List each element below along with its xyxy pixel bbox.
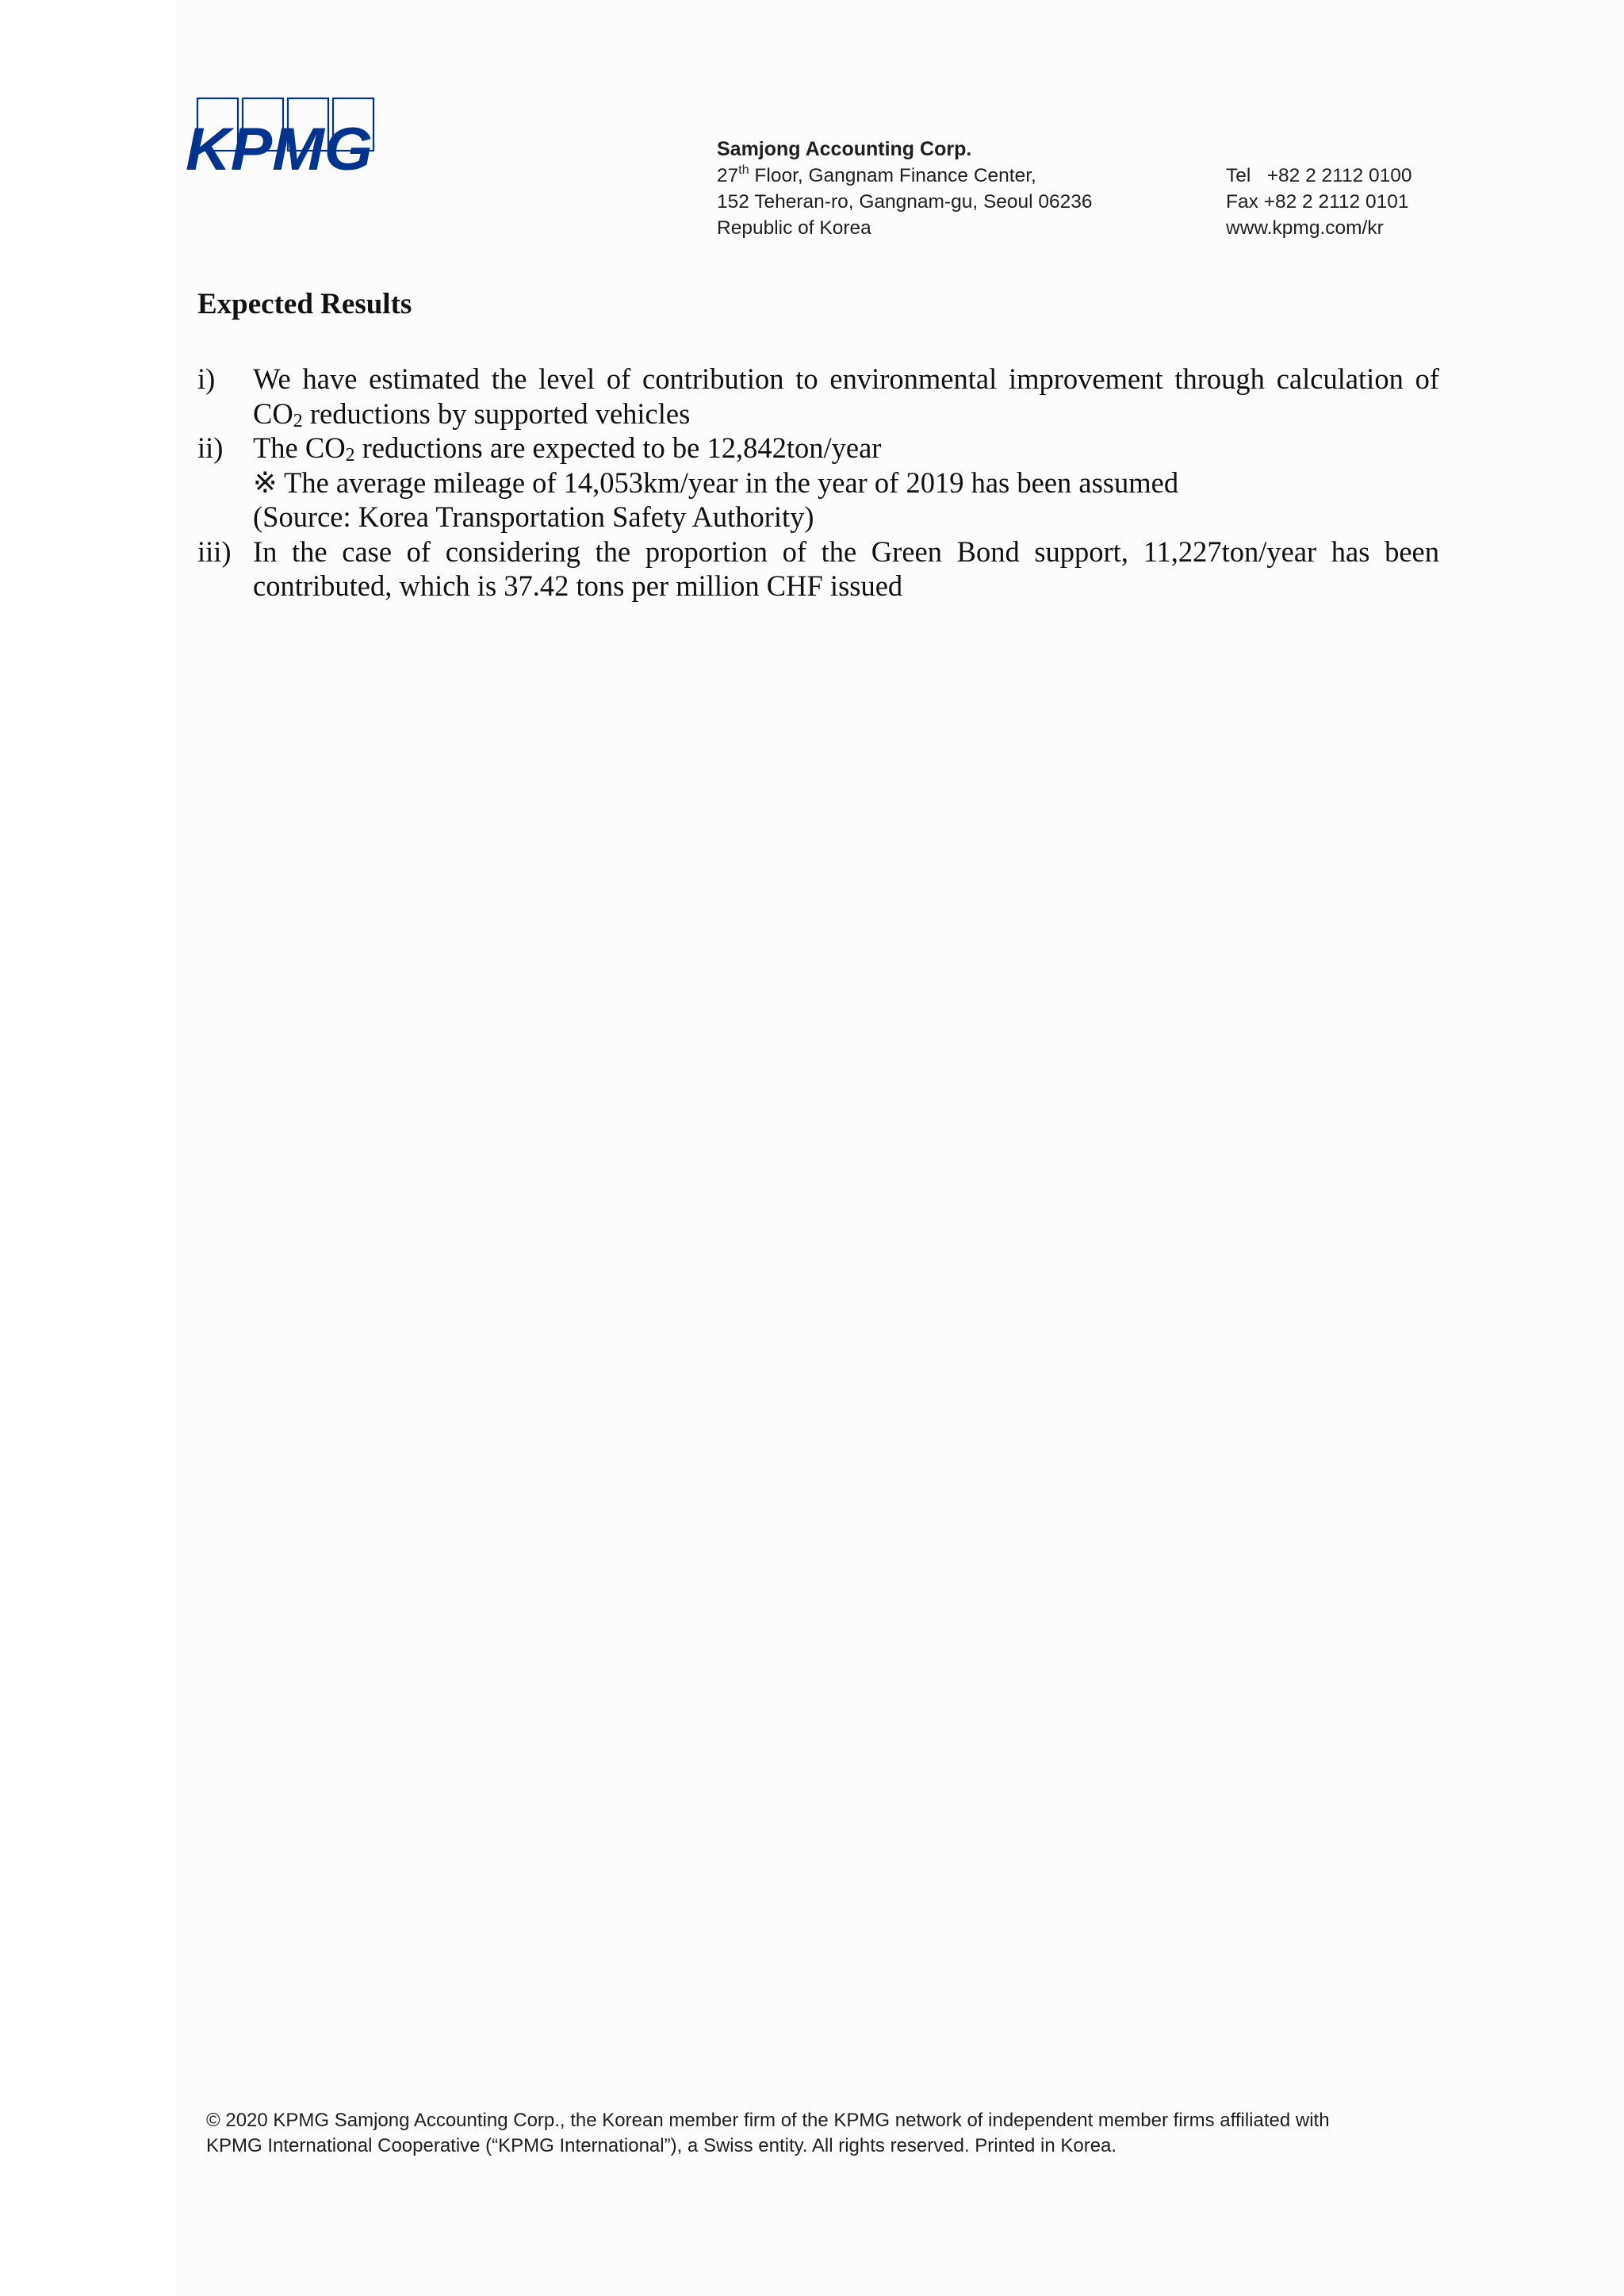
list-item [197,535,1439,604]
address-line-2: 152 Teheran-ro, Gangnam-gu, Seoul 06236 [717,191,1093,213]
list-item-line: contributed, which is 37.42 tons per million CHF issued [253,569,903,602]
contact-web: www.kpmg.com/kr [1226,217,1384,239]
company-name: Samjong Accounting Corp. [717,138,972,160]
list-item [197,431,1439,535]
co2-text: CO [253,397,293,430]
address-line-1 [717,163,1161,189]
list-item-note: ※ The average mileage of 14,053km/year in the year of 2019 has been assumed [253,466,1179,499]
list-item-source: (Source: Korea Transportation Safety Authority) [253,500,814,533]
list-item-number: i) [197,362,216,395]
list-item-text: reductions by supported vehicles [302,397,691,430]
address-floor-number: 27 [717,165,739,186]
list-item-line [253,397,1439,431]
list-item-line: In the case of considering the proportion of the Green Bond support, 11,227ton/year has been [253,535,1439,568]
copyright-footer [206,2108,1443,2159]
list-item-number: ii) [197,431,224,464]
kpmg-logo [184,97,378,176]
kpmg-logo-text: KPMG [186,116,373,176]
co2-subscript: 2 [293,410,303,431]
list-item-line: We have estimated the level of contribution to environmental improvement through calculation of [253,362,1439,395]
results-list [197,362,1439,604]
co2-subscript: 2 [345,445,355,466]
contact-fax: Fax +82 2 2112 0101 [1226,191,1409,213]
address-floor-suffix: th [738,163,749,177]
list-item-text: The CO [253,431,346,464]
list-item-number: iii) [197,535,232,568]
footer-line-2: KPMG International Cooperative (“KPMG International”), a Swiss entity. All rights reserved. Printed in Korea. [206,2135,1117,2156]
list-item-line [253,431,1439,466]
company-contact [1226,163,1464,241]
address-line-3: Republic of Korea [717,217,871,239]
list-item [197,362,1439,431]
section-title: Expected Results [197,288,412,320]
footer-line-1: © 2020 KPMG Samjong Accounting Corp., the Korean member firm of the KPMG network of independent member firms affiliated with [206,2110,1330,2131]
contact-tel: Tel +82 2 2112 0100 [1226,165,1412,186]
page-shade [176,0,1624,2296]
list-item-text: reductions are expected to be 12,842ton/year [354,431,882,464]
address-floor-text: Floor, Gangnam Finance Center, [749,165,1036,186]
company-address [717,136,1161,241]
